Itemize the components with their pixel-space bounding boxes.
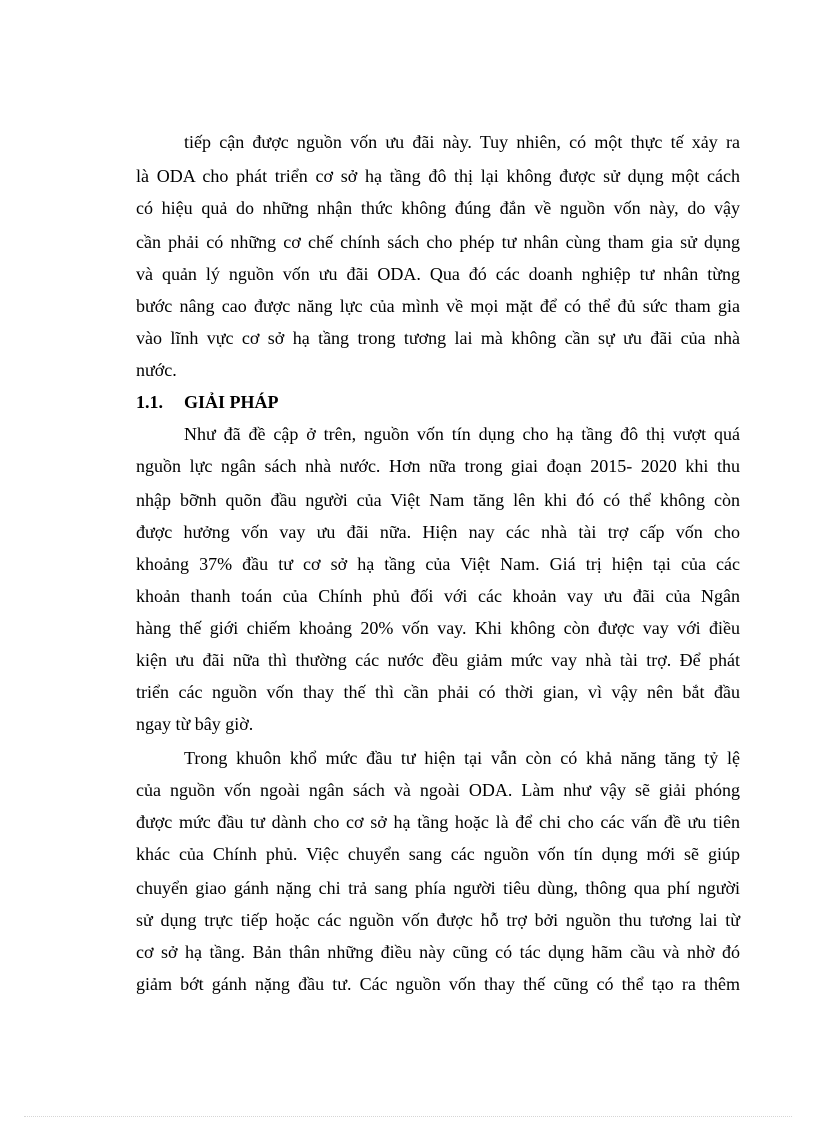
paragraph-line: ngay từ bây giờ.	[136, 714, 254, 734]
paragraph-line: kiện ưu đãi nữa thì thường các nước đều giảm mức vay nhà tài trợ. Để phát	[136, 650, 740, 670]
paragraph-line: là ODA cho phát triển cơ sở hạ tầng đô thị lại không được sử dụng một cách	[136, 166, 740, 186]
paragraph-line: triển các nguồn vốn thay thế thì cần phải có thời gian, vì vậy nên bắt đầu	[136, 682, 740, 702]
paragraph-line: khác của Chính phủ. Việc chuyển sang các nguồn vốn tín dụng mới sẽ giúp	[136, 844, 740, 864]
paragraph-line: được hưởng vốn vay ưu đãi nữa. Hiện nay các nhà tài trợ cấp vốn cho	[136, 522, 740, 542]
page-bottom-rule	[24, 1116, 792, 1117]
paragraph-line: cơ sở hạ tầng. Bản thân những điều này cũng có tác dụng hãm cầu và nhờ đó	[136, 942, 740, 962]
paragraph-line: bước nâng cao được năng lực của mình về mọi mặt để có thể đủ sức tham gia	[136, 296, 740, 316]
paragraph-line: khoản thanh toán của Chính phủ đối với các khoản vay ưu đãi của Ngân	[136, 586, 740, 606]
paragraph-line: khoảng 37% đầu tư cơ sở hạ tầng của Việt Nam. Giá trị hiện tại của các	[136, 554, 740, 574]
section-heading	[136, 388, 279, 416]
paragraph-line: hàng thế giới chiếm khoảng 20% vốn vay. Khi không còn được vay với điều	[136, 618, 740, 638]
paragraph-line: nước.	[136, 360, 177, 380]
paragraph-line: Trong khuôn khổ mức đầu tư hiện tại vẫn còn có khả năng tăng tỷ lệ	[184, 748, 740, 768]
paragraph-line: nhập bỡnh quõn đầu người của Việt Nam tăng lên khi đó có thể không còn	[136, 490, 740, 510]
section-title: GIẢI PHÁP	[184, 392, 279, 412]
paragraph-line: tiếp cận được nguồn vốn ưu đãi này. Tuy nhiên, có một thực tế xảy ra	[184, 132, 740, 152]
paragraph-line: có hiệu quả do những nhận thức không đúng đắn về nguồn vốn này, do vậy	[136, 198, 740, 218]
paragraph-line: Như đã đề cập ở trên, nguồn vốn tín dụng cho hạ tầng đô thị vượt quá	[184, 424, 740, 444]
paragraph-line: chuyển giao gánh nặng chi trả sang phía người tiêu dùng, thông qua phí người	[136, 878, 740, 898]
paragraph-line: nguồn lực ngân sách nhà nước. Hơn nữa trong giai đoạn 2015- 2020 khi thu	[136, 456, 740, 476]
paragraph-line: vào lĩnh vực cơ sở hạ tầng trong tương lai mà không cần sự ưu đãi của nhà	[136, 328, 740, 348]
paragraph-line: cần phải có những cơ chế chính sách cho phép tư nhân cùng tham gia sử dụng	[136, 232, 740, 252]
paragraph-line: được mức đầu tư dành cho cơ sở hạ tầng hoặc là để chi cho các vấn đề ưu tiên	[136, 812, 740, 832]
section-number: 1.1.	[136, 392, 163, 412]
paragraph-line: giảm bớt gánh nặng đầu tư. Các nguồn vốn thay thế cũng có thể tạo ra thêm	[136, 974, 740, 994]
paragraph-line: và quản lý nguồn vốn ưu đãi ODA. Qua đó các doanh nghiệp tư nhân từng	[136, 264, 740, 284]
paragraph-line: của nguồn vốn ngoài ngân sách và ngoài ODA. Làm như vậy sẽ giải phóng	[136, 780, 740, 800]
paragraph-line: sử dụng trực tiếp hoặc các nguồn vốn được hỗ trợ bởi nguồn thu tương lai từ	[136, 910, 740, 930]
